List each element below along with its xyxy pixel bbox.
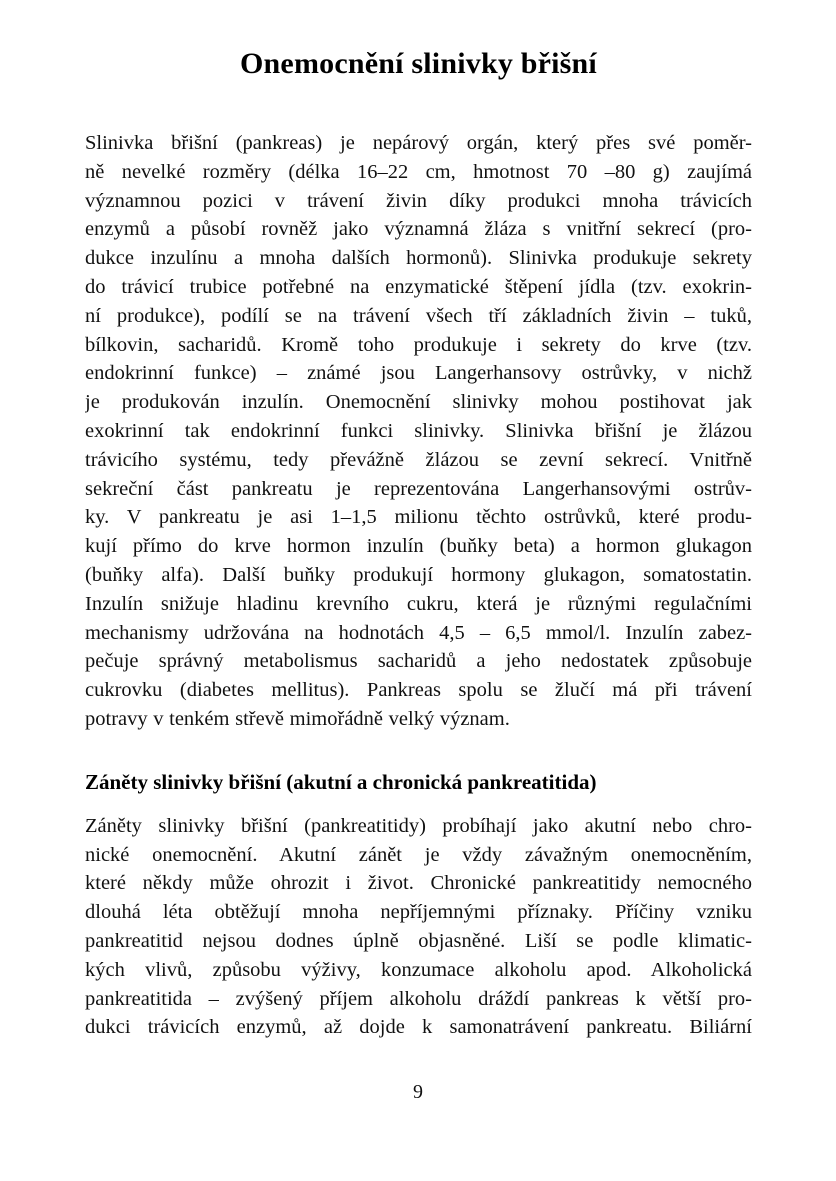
text-line: exokrinní tak endokrinní funkci slinivky. Slinivka břišní je žlázou <box>85 419 752 442</box>
text-line: bílkovin, sacharidů. Kromě toho produkuje i sekrety do krve (tzv. <box>85 333 752 356</box>
text-line: ně nevelké rozměry (délka 16–22 cm, hmotnost 70 –80 g) zaujímá <box>85 160 752 183</box>
text-line: cukrovku (diabetes mellitus). Pankreas spolu se žlučí má při trávení <box>85 679 752 702</box>
text-line: potravy v tenkém střevě mimořádně velký význam. <box>85 707 510 730</box>
text-line: kují přímo do krve hormon inzulín (buňky beta) a hormon glukagon <box>85 535 752 558</box>
text-line: významnou pozici v trávení živin díky produkci mnoha trávicích <box>85 189 752 212</box>
paragraph-pancreatitis <box>85 812 752 1042</box>
page-number: 9 <box>413 1081 423 1103</box>
text-line: Slinivka břišní (pankreas) je nepárový orgán, který přes své poměr- <box>85 132 752 154</box>
text-line: Inzulín snižuje hladinu krevního cukru, která je různými regulačními <box>85 592 752 615</box>
text-line: ní produkce), podílí se na trávení všech tří základních živin – tuků, <box>85 304 752 327</box>
text-line: dukci trávicích enzymů, až dojde k samonatrávení pankreatu. Biliární <box>85 1016 752 1039</box>
text-line: (buňky alfa). Další buňky produkují hormony glukagon, somatostatin. <box>85 563 752 586</box>
text-line: endokrinní funkce) – známé jsou Langerhansovy ostrůvky, v nichž <box>85 362 752 385</box>
text-line: pečuje správný metabolismus sacharidů a jeho nedostatek způsobuje <box>85 650 752 673</box>
section-heading: Záněty slinivky břišní (akutní a chronická pankreatitida) <box>85 769 597 794</box>
text-line: dlouhá léta obtěžují mnoha nepříjemnými příznaky. Příčiny vzniku <box>85 901 752 924</box>
text-line: mechanismy udržována na hodnotách 4,5 – 6,5 mmol/l. Inzulín zabez- <box>85 621 752 644</box>
text-line: pankreatitid nejsou dodnes úplně objasněné. Liší se podle klimatic- <box>85 929 752 952</box>
text-line: kých vlivů, způsobu výživy, konzumace alkoholu apod. Alkoholická <box>85 958 752 981</box>
text-line: pankreatitida – zvýšený příjem alkoholu dráždí pankreas k větší pro- <box>85 987 752 1010</box>
text-line: nické onemocnění. Akutní zánět je vždy závažným onemocněním, <box>85 843 752 866</box>
text-line: které někdy může ohrozit i život. Chronické pankreatitidy nemocného <box>85 872 752 895</box>
text-line: sekreční část pankreatu je reprezentována Langerhansovými ostrův- <box>85 477 752 500</box>
text-line: dukce inzulínu a mnoha dalších hormonů). Slinivka produkuje sekrety <box>85 247 752 270</box>
paragraph-intro <box>85 129 752 734</box>
text-line: trávicího systému, tedy převážně žlázou se zevní sekrecí. Vnitřně <box>85 448 752 471</box>
text-line: Záněty slinivky břišní (pankreatitidy) probíhají jako akutní nebo chro- <box>85 814 752 837</box>
text-line: do trávicí trubice potřebné na enzymatické štěpení jídla (tzv. exokrin- <box>85 275 752 298</box>
text-line: ky. V pankreatu je asi 1–1,5 milionu těchto ostrůvků, které produ- <box>85 506 752 529</box>
text-line: enzymů a působí rovněž jako významná žláza s vnitřní sekrecí (pro- <box>85 218 752 241</box>
text-line: je produkován inzulín. Onemocnění slinivky mohou postihovat jak <box>85 391 752 414</box>
text-column <box>85 0 752 1042</box>
page-title: Onemocnění slinivky břišní <box>240 47 597 80</box>
